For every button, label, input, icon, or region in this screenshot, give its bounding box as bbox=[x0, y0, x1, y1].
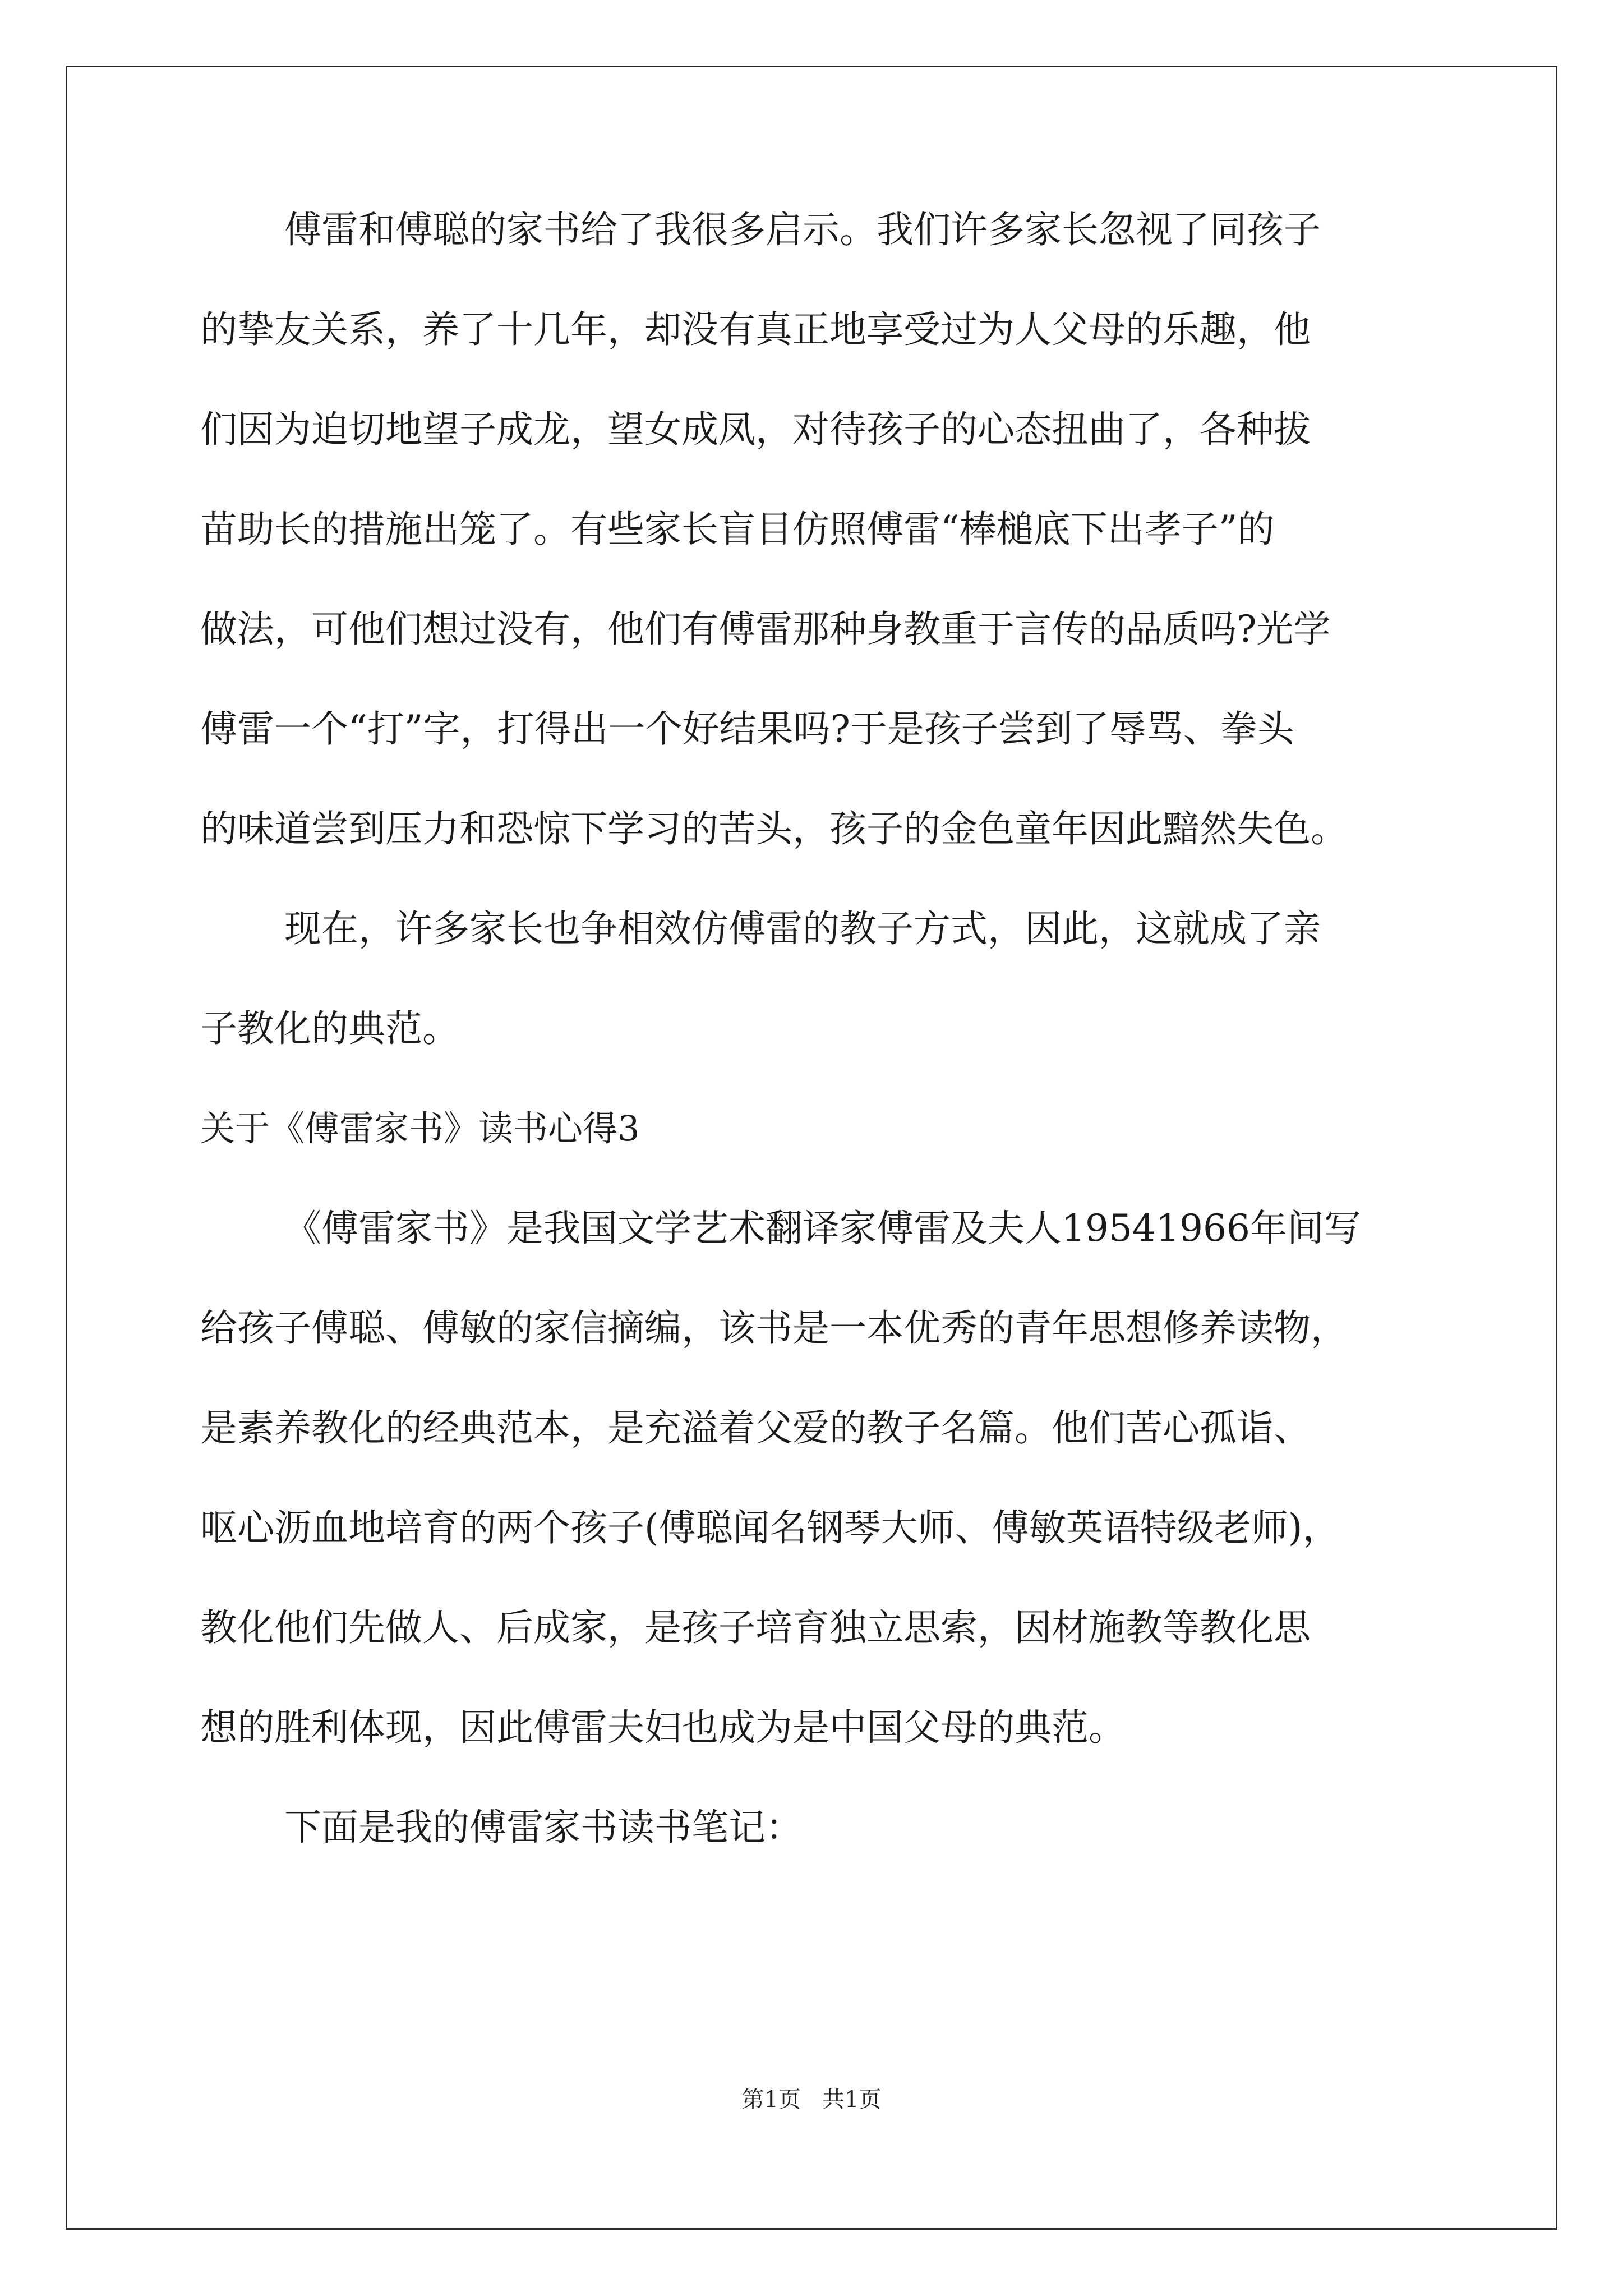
paragraph-3-line-4: 呕心沥血地培育的两个孩子(傅聪闻名钢琴大师、傅敏英语特级老师)， bbox=[200, 1506, 1340, 1549]
page-footer: 第1页 共1页 bbox=[741, 2087, 882, 2113]
paragraph-1-line-2: 的挚友关系，养了十几年，却没有真正地享受过为人父母的乐趣，他 bbox=[200, 308, 1311, 351]
section-heading: 关于《傅雷家书》读书心得3 bbox=[200, 1108, 640, 1149]
paragraph-4-line-1: 下面是我的傅雷家书读书笔记： bbox=[284, 1806, 803, 1849]
paragraph-1-line-6: 傅雷一个“打”字，打得出一个好结果吗?于是孩子尝到了辱骂、拳头 bbox=[200, 707, 1294, 751]
paragraph-2-line-1: 现在，许多家长也争相效仿傅雷的教子方式，因此，这就成了亲 bbox=[284, 907, 1321, 950]
paragraph-1-line-4: 苗助长的措施出笼了。有些家长盲目仿照傅雷“棒槌底下出孝子”的 bbox=[200, 508, 1275, 551]
paragraph-1-line-3: 们因为迫切地望子成龙，望女成凤，对待孩子的心态扭曲了，各种拔 bbox=[200, 408, 1311, 451]
paragraph-1-line-7: 的味道尝到压力和恐惊下学习的苦头，孩子的金色童年因此黯然失色。 bbox=[200, 807, 1348, 850]
paragraph-3-line-3: 是素养教化的经典范本，是充溢着父爱的教子名篇。他们苦心孤诣、 bbox=[200, 1406, 1311, 1450]
paragraph-3-line-1: 《傅雷家书》是我国文学艺术翻译家傅雷及夫人19541966年间写 bbox=[284, 1207, 1361, 1250]
paragraph-3-line-6: 想的胜利体现，因此傅雷夫妇也成为是中国父母的典范。 bbox=[200, 1706, 1126, 1749]
paragraph-1-line-5: 做法，可他们想过没有，他们有傅雷那种身教重于言传的品质吗?光学 bbox=[200, 608, 1331, 651]
paragraph-1-line-1: 傅雷和傅聪的家书给了我很多启示。我们许多家长忽视了同孩子 bbox=[284, 208, 1321, 251]
paragraph-3-line-2: 给孩子傅聪、傅敏的家信摘编，该书是一本优秀的青年思想修养读物， bbox=[200, 1306, 1348, 1350]
paragraph-3-line-5: 教化他们先做人、后成家，是孩子培育独立思索，因材施教等教化思 bbox=[200, 1606, 1311, 1649]
paragraph-2-line-2: 子教化的典范。 bbox=[200, 1007, 459, 1050]
